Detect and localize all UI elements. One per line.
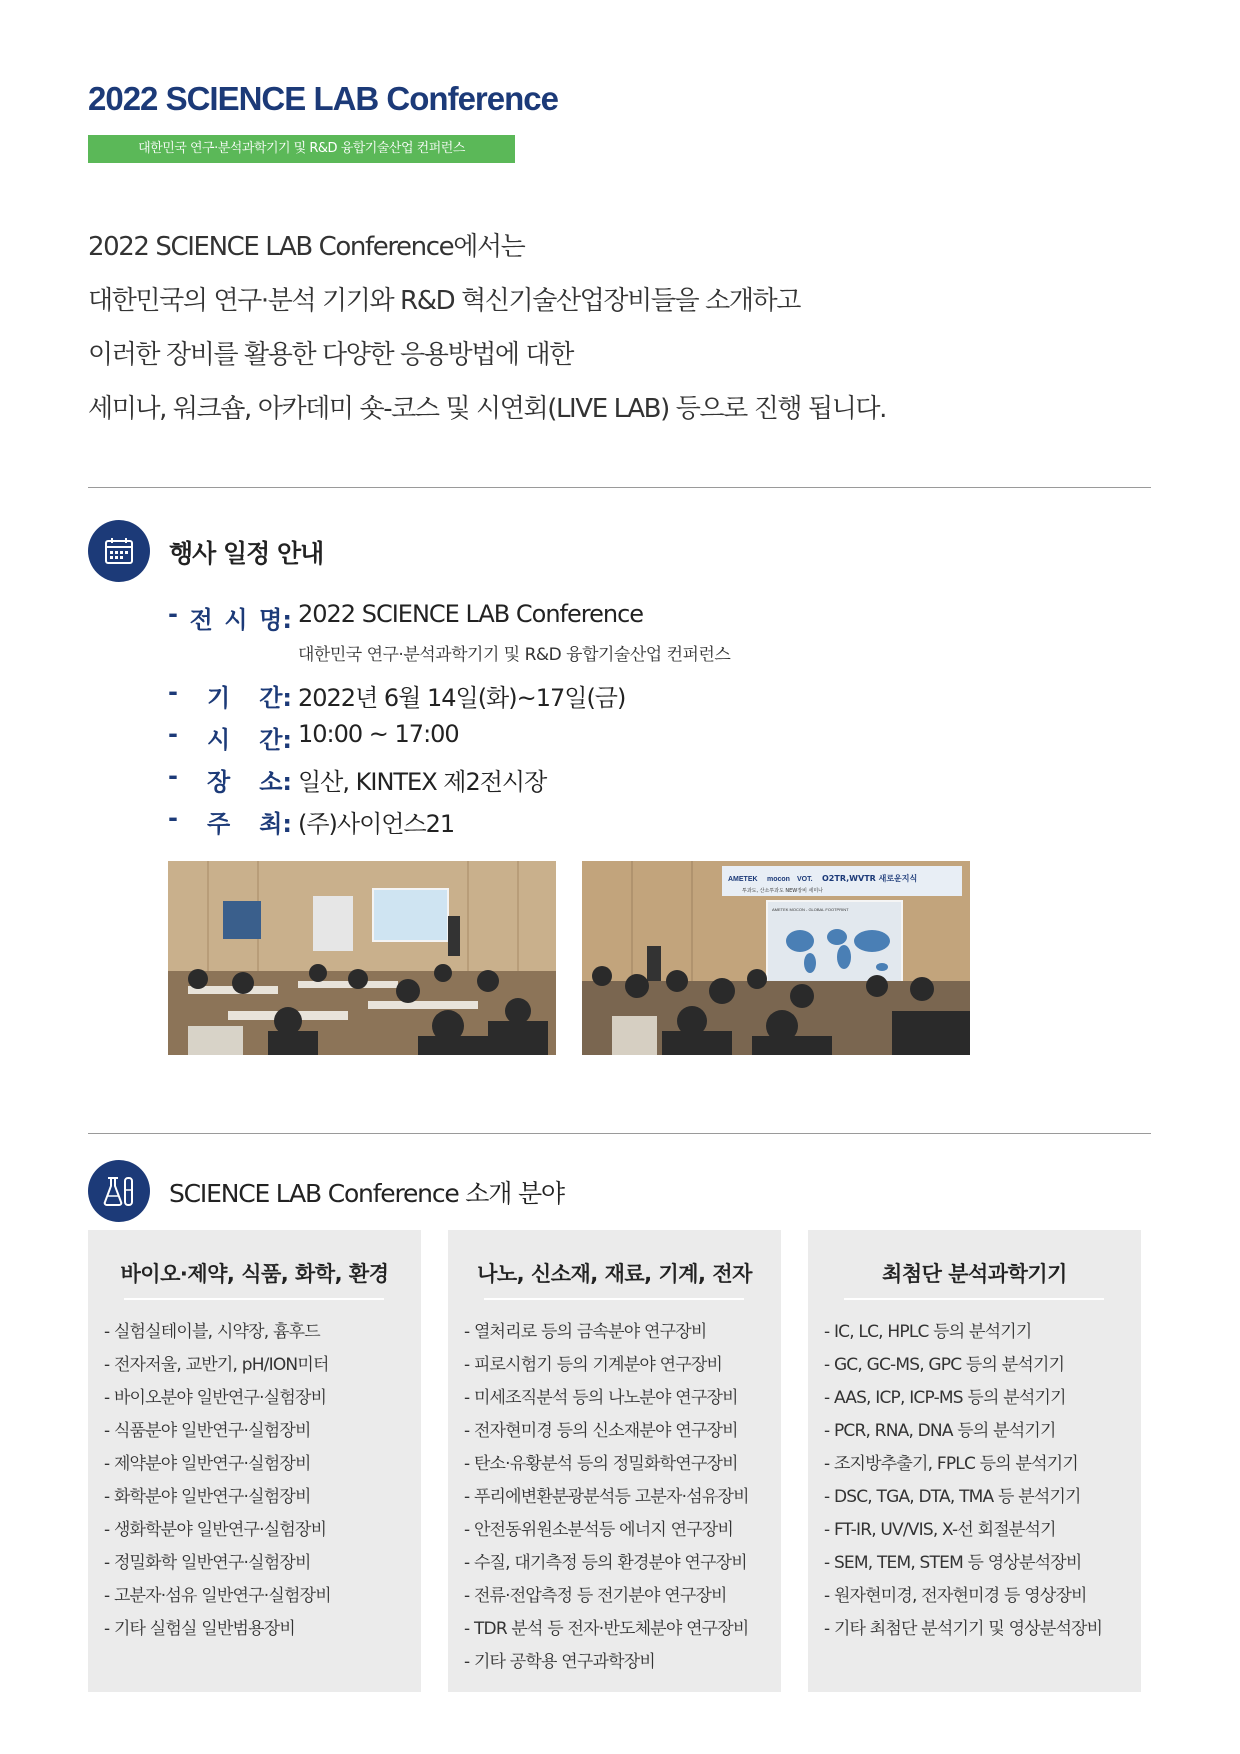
seminar-photo-left [168,861,556,1055]
list-item: - 안전동위원소분석등 에너지 연구장비 [464,1520,734,1540]
list-item: - 기타 공학용 연구과학장비 [464,1652,655,1672]
field-card-bio [88,1230,421,1692]
list-item: - 푸리에변환분광분석등 고분자·섬유장비 [464,1487,749,1507]
list-item: - DSC, TGA, DTA, TMA 등 분석기기 [824,1487,1081,1507]
list-item: - 화학분야 일반연구·실험장비 [104,1487,311,1507]
list-item: - 미세조직분석 등의 나노분야 연구장비 [464,1388,738,1408]
info-label: - 시 간: [168,720,292,754]
card-list [464,1316,749,1679]
subtitle-banner: 대한민국 연구·분석과학기기 및 R&D 융합기술산업 컨퍼런스 [88,135,515,163]
card-title: 나노, 신소재, 재료, 기계, 전자 [477,1262,752,1286]
list-item: - 전자현미경 등의 신소재분야 연구장비 [464,1421,738,1441]
banner-logo: mocon [767,876,790,883]
field-card-nano [448,1230,781,1692]
field-card-analysis [808,1230,1141,1692]
list-item: - TDR 분석 등 전자·반도체분야 연구장비 [464,1619,749,1639]
slide-title: AMETEK MOCON - GLOBAL FOOTPRINT [772,907,849,912]
intro-text [88,226,1138,442]
intro-line: 이러한 장비를 활용한 다양한 응용방법에 대한 [88,340,573,370]
banner-logo: AMETEK [728,876,758,883]
list-item: - 피로시험기 등의 기계분야 연구장비 [464,1355,723,1375]
list-item: - 식품분야 일반연구·실험장비 [104,1421,311,1441]
info-value: 2022년 6월 14일(화)~17일(금) [298,684,626,712]
card-divider [484,1298,744,1300]
info-value: 10:00 ~ 17:00 [298,720,459,748]
list-item: - 실험실테이블, 시약장, 흄후드 [104,1322,320,1342]
list-item: - 탄소·유황분석 등의 정밀화학연구장비 [464,1454,738,1474]
list-item: - PCR, RNA, DNA 등의 분석기기 [824,1421,1056,1441]
card-list [104,1316,331,1646]
card-divider [844,1298,1104,1300]
page-title: 2022 SCIENCE LAB Conference [88,80,558,117]
list-item: - 열처리로 등의 금속분야 연구장비 [464,1322,707,1342]
divider [88,1133,1151,1134]
list-item: - 전류·전압측정 등 전기분야 연구장비 [464,1586,727,1606]
list-item: - 기타 최첨단 분석기기 및 영상분석장비 [824,1619,1103,1639]
calendar-icon [88,520,150,582]
seminar-photo-right [582,861,970,1055]
info-label: - 장 소: [168,762,292,796]
info-value: 일산, KINTEX 제2전시장 [298,768,547,796]
card-divider [124,1298,384,1300]
info-label: - 기 간: [168,678,292,712]
card-list [824,1316,1102,1646]
fields-title: SCIENCE LAB Conference 소개 분야 [169,1179,564,1208]
schedule-title: 행사 일정 안내 [169,539,324,568]
info-value: (주)사이언스21 [298,810,455,838]
lab-flask-icon [88,1160,150,1222]
info-label: - 전 시 명: [168,600,292,634]
intro-line: 2022 SCIENCE LAB Conference에서는 [88,232,525,262]
list-item: - 수질, 대기측정 등의 환경분야 연구장비 [464,1553,747,1573]
list-item: - 원자현미경, 전자현미경 등 영상장비 [824,1586,1087,1606]
list-item: - 정밀화학 일반연구·실험장비 [104,1553,311,1573]
list-item: - 바이오분야 일반연구·실험장비 [104,1388,327,1408]
card-title: 최첨단 분석과학기기 [882,1262,1067,1286]
list-item: - 조지방추출기, FPLC 등의 분석기기 [824,1454,1078,1474]
banner-text: O2TR,WVTR 새로운지식 [822,874,918,883]
card-title: 바이오·제약, 식품, 화학, 환경 [120,1262,389,1286]
intro-line: 대한민국의 연구·분석 기기와 R&D 혁신기술산업장비들을 소개하고 [88,286,800,316]
info-subvalue: 대한민국 연구·분석과학기기 및 R&D 융합기술산업 컨퍼런스 [298,645,731,665]
banner-subtext: 투과도, 산소투과도 NEW장비 세미나 [742,888,823,894]
list-item: - 생화학분야 일반연구·실험장비 [104,1520,327,1540]
list-item: - IC, LC, HPLC 등의 분석기기 [824,1322,1032,1342]
list-item: - FT-IR, UV/VIS, X-선 회절분석기 [824,1520,1056,1540]
list-item: - GC, GC-MS, GPC 등의 분석기기 [824,1355,1065,1375]
banner-logo: VOT. [797,876,813,883]
info-value: 2022 SCIENCE LAB Conference [298,600,644,628]
list-item: - AAS, ICP, ICP-MS 등의 분석기기 [824,1388,1066,1408]
info-label: - 주 최: [168,804,292,838]
list-item: - 전자저울, 교반기, pH/ION미터 [104,1355,329,1375]
list-item: - 고분자·섬유 일반연구·실험장비 [104,1586,331,1606]
list-item: - 제약분야 일반연구·실험장비 [104,1454,311,1474]
list-item: - 기타 실험실 일반범용장비 [104,1619,295,1639]
list-item: - SEM, TEM, STEM 등 영상분석장비 [824,1553,1082,1573]
divider [88,487,1151,488]
intro-line: 세미나, 워크숍, 아카데미 숏-코스 및 시연회(LIVE LAB) 등으로 진행 됩니다. [88,394,887,424]
